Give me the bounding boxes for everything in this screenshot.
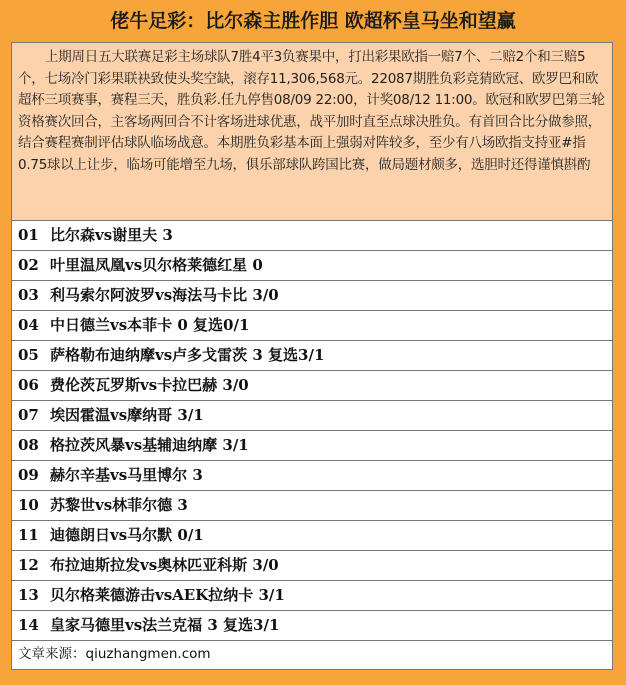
match-row bbox=[12, 341, 612, 371]
match-number: 09 bbox=[18, 466, 39, 484]
match-row bbox=[12, 611, 612, 641]
match-row bbox=[12, 401, 612, 431]
match-row bbox=[12, 281, 612, 311]
match-row bbox=[12, 251, 612, 281]
match-row bbox=[12, 521, 612, 551]
match-text: 费伦茨瓦罗斯vs卡拉巴赫 3/0 bbox=[50, 376, 249, 394]
match-number: 07 bbox=[18, 406, 39, 424]
source-credit: 文章来源：qiuzhangmen.com bbox=[18, 646, 211, 662]
match-number: 12 bbox=[18, 556, 39, 574]
match-text: 赫尔辛基vs马里博尔 3 bbox=[50, 466, 203, 484]
match-text: 萨格勒布迪纳摩vs卢多戈雷茨 3 复选3/1 bbox=[50, 346, 325, 364]
match-text: 苏黎世vs林菲尔德 3 bbox=[50, 496, 188, 514]
match-text: 比尔森vs谢里夫 3 bbox=[50, 226, 173, 244]
match-number: 11 bbox=[18, 526, 39, 544]
match-number: 06 bbox=[18, 376, 39, 394]
match-number: 08 bbox=[18, 436, 39, 454]
intro-paragraph: 上期周日五大联赛足彩主场球队7胜4平3负赛果中，打出彩果欧指一赔7个、二赔2个和三赔5个，七场冷门彩果联袂致使头奖空缺，滚存11,306,568元。22087期胜负彩竞猜欧冠、欧罗巴和欧超杯三项赛事，赛程三天，胜负彩.任九停售08/09 22:00，计奖08/12 11:00。欧冠和欧罗巴第三轮资格赛次回合，主客场两回合不计客场进球优惠，战平加时直至点球决胜负。有首回合比分做参照，结合赛程赛制评估球队临场战意。本期胜负彩基本面上强弱对阵较多，至少有八场欧指支持亚#指0.75球以上让步，临场可能增至九场，俱乐部球队跨国比赛，做局题材颇多，选胆时还得谨慎斟酌 bbox=[12, 43, 612, 221]
page-title: 佬牛足彩：比尔森主胜作胆 欧超杯皇马坐和望赢 bbox=[110, 10, 516, 32]
content-table bbox=[11, 42, 613, 670]
match-row bbox=[12, 551, 612, 581]
match-row bbox=[12, 461, 612, 491]
match-row bbox=[12, 221, 612, 251]
match-number: 04 bbox=[18, 316, 39, 334]
match-number: 13 bbox=[18, 586, 39, 604]
match-number: 03 bbox=[18, 286, 39, 304]
match-text: 格拉茨风暴vs基辅迪纳摩 3/1 bbox=[50, 436, 249, 454]
match-number: 14 bbox=[18, 616, 39, 634]
match-number: 01 bbox=[18, 226, 39, 244]
match-text: 布拉迪斯拉发vs奥林匹亚科斯 3/0 bbox=[50, 556, 279, 574]
match-text: 中日德兰vs本菲卡 0 复选0/1 bbox=[50, 316, 250, 334]
match-row bbox=[12, 311, 612, 341]
match-number: 02 bbox=[18, 256, 39, 274]
match-number: 10 bbox=[18, 496, 39, 514]
match-text: 皇家马德里vs法兰克福 3 复选3/1 bbox=[50, 616, 280, 634]
match-text: 叶里温凤凰vs贝尔格莱德红星 0 bbox=[50, 256, 263, 274]
match-row bbox=[12, 371, 612, 401]
match-text: 埃因霍温vs摩纳哥 3/1 bbox=[50, 406, 204, 424]
match-text: 利马索尔阿波罗vs海法马卡比 3/0 bbox=[50, 286, 279, 304]
match-text: 迪德朗日vs马尔默 0/1 bbox=[50, 526, 204, 544]
match-number: 05 bbox=[18, 346, 39, 364]
match-row bbox=[12, 431, 612, 461]
match-row bbox=[12, 581, 612, 611]
match-row bbox=[12, 491, 612, 521]
match-text: 贝尔格莱德游击vsAEK拉纳卡 3/1 bbox=[50, 586, 285, 604]
